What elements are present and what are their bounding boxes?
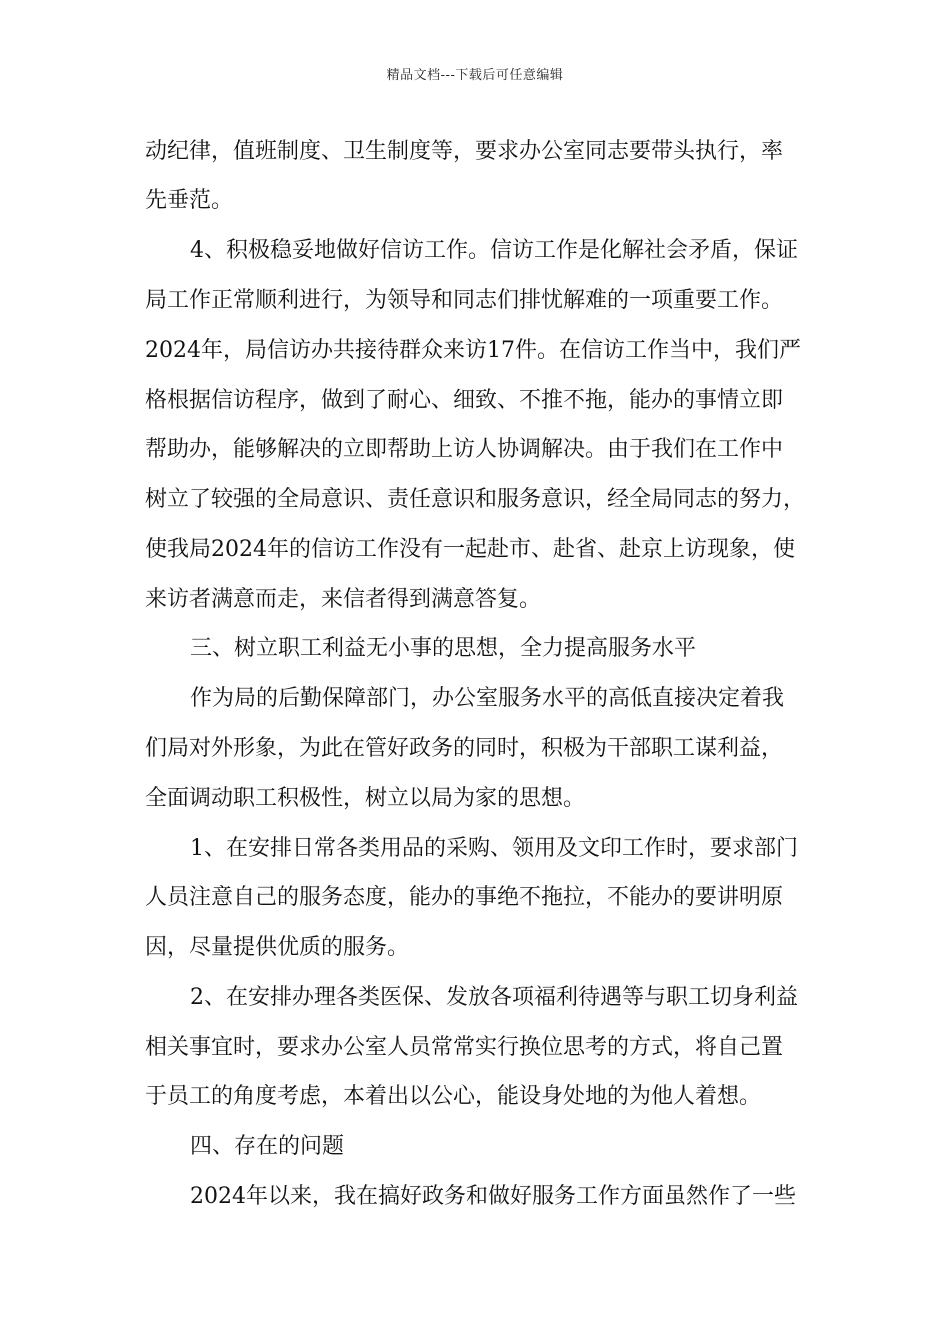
text-line: 树立了较强的全局意识、责任意识和服务意识，经全局同志的努力， (145, 487, 806, 512)
text-line: 相关事宜时，要求办公室人员常常实行换位思考的方式，将自己置 (145, 1035, 784, 1060)
text-line: 2、在安排办理各类医保、发放各项福利待遇等与职工切身利益 (190, 985, 798, 1010)
text-line: 先垂范。 (145, 188, 234, 213)
text-line: 格根据信访程序，做到了耐心、细致、不推不拖，能办的事情立即 (145, 388, 784, 413)
text-line: 们局对外形象，为此在管好政务的同时，积极为干部职工谋利益， (145, 736, 784, 761)
text-line: 人员注意自己的服务态度，能办的事绝不拖拉，不能办的要讲明原 (145, 885, 784, 910)
text-line: 2024年以来，我在搞好政务和做好服务工作方面虽然作了一些 (190, 1184, 796, 1209)
text-line: 动纪律，值班制度、卫生制度等，要求办公室同志要带头执行，率 (145, 139, 784, 164)
text-line: 2024年，局信访办共接待群众来访17件。在信访工作当中，我们严 (145, 338, 801, 363)
text-line: 局工作正常顺利进行，为领导和同志们排忧解难的一项重要工作。 (145, 288, 784, 313)
text-line: 因，尽量提供优质的服务。 (145, 935, 410, 960)
text-line: 1、在安排日常各类用品的采购、领用及文印工作时，要求部门 (190, 836, 798, 861)
text-line: 4、积极稳妥地做好信访工作。信访工作是化解社会矛盾，保证 (190, 238, 798, 263)
text-line: 作为局的后勤保障部门，办公室服务水平的高低直接决定着我 (190, 686, 785, 711)
section-heading: 四、存在的问题 (190, 1134, 345, 1159)
text-line: 来访者满意而走，来信者得到满意答复。 (145, 587, 542, 612)
text-line: 使我局2024年的信访工作没有一起赴市、赴省、赴京上访现象，使 (145, 537, 795, 562)
text-line: 于员工的角度考虑，本着出以公心，能设身处地的为他人着想。 (145, 1084, 762, 1109)
text-line: 全面调动职工积极性，树立以局为家的思想。 (145, 786, 586, 811)
section-heading: 三、树立职工利益无小事的思想，全力提高服务水平 (190, 636, 697, 661)
text-line: 帮助办，能够解决的立即帮助上访人协调解决。由于我们在工作中 (145, 437, 784, 462)
page-header: 精品文档---下载后可任意编辑 (386, 68, 564, 83)
